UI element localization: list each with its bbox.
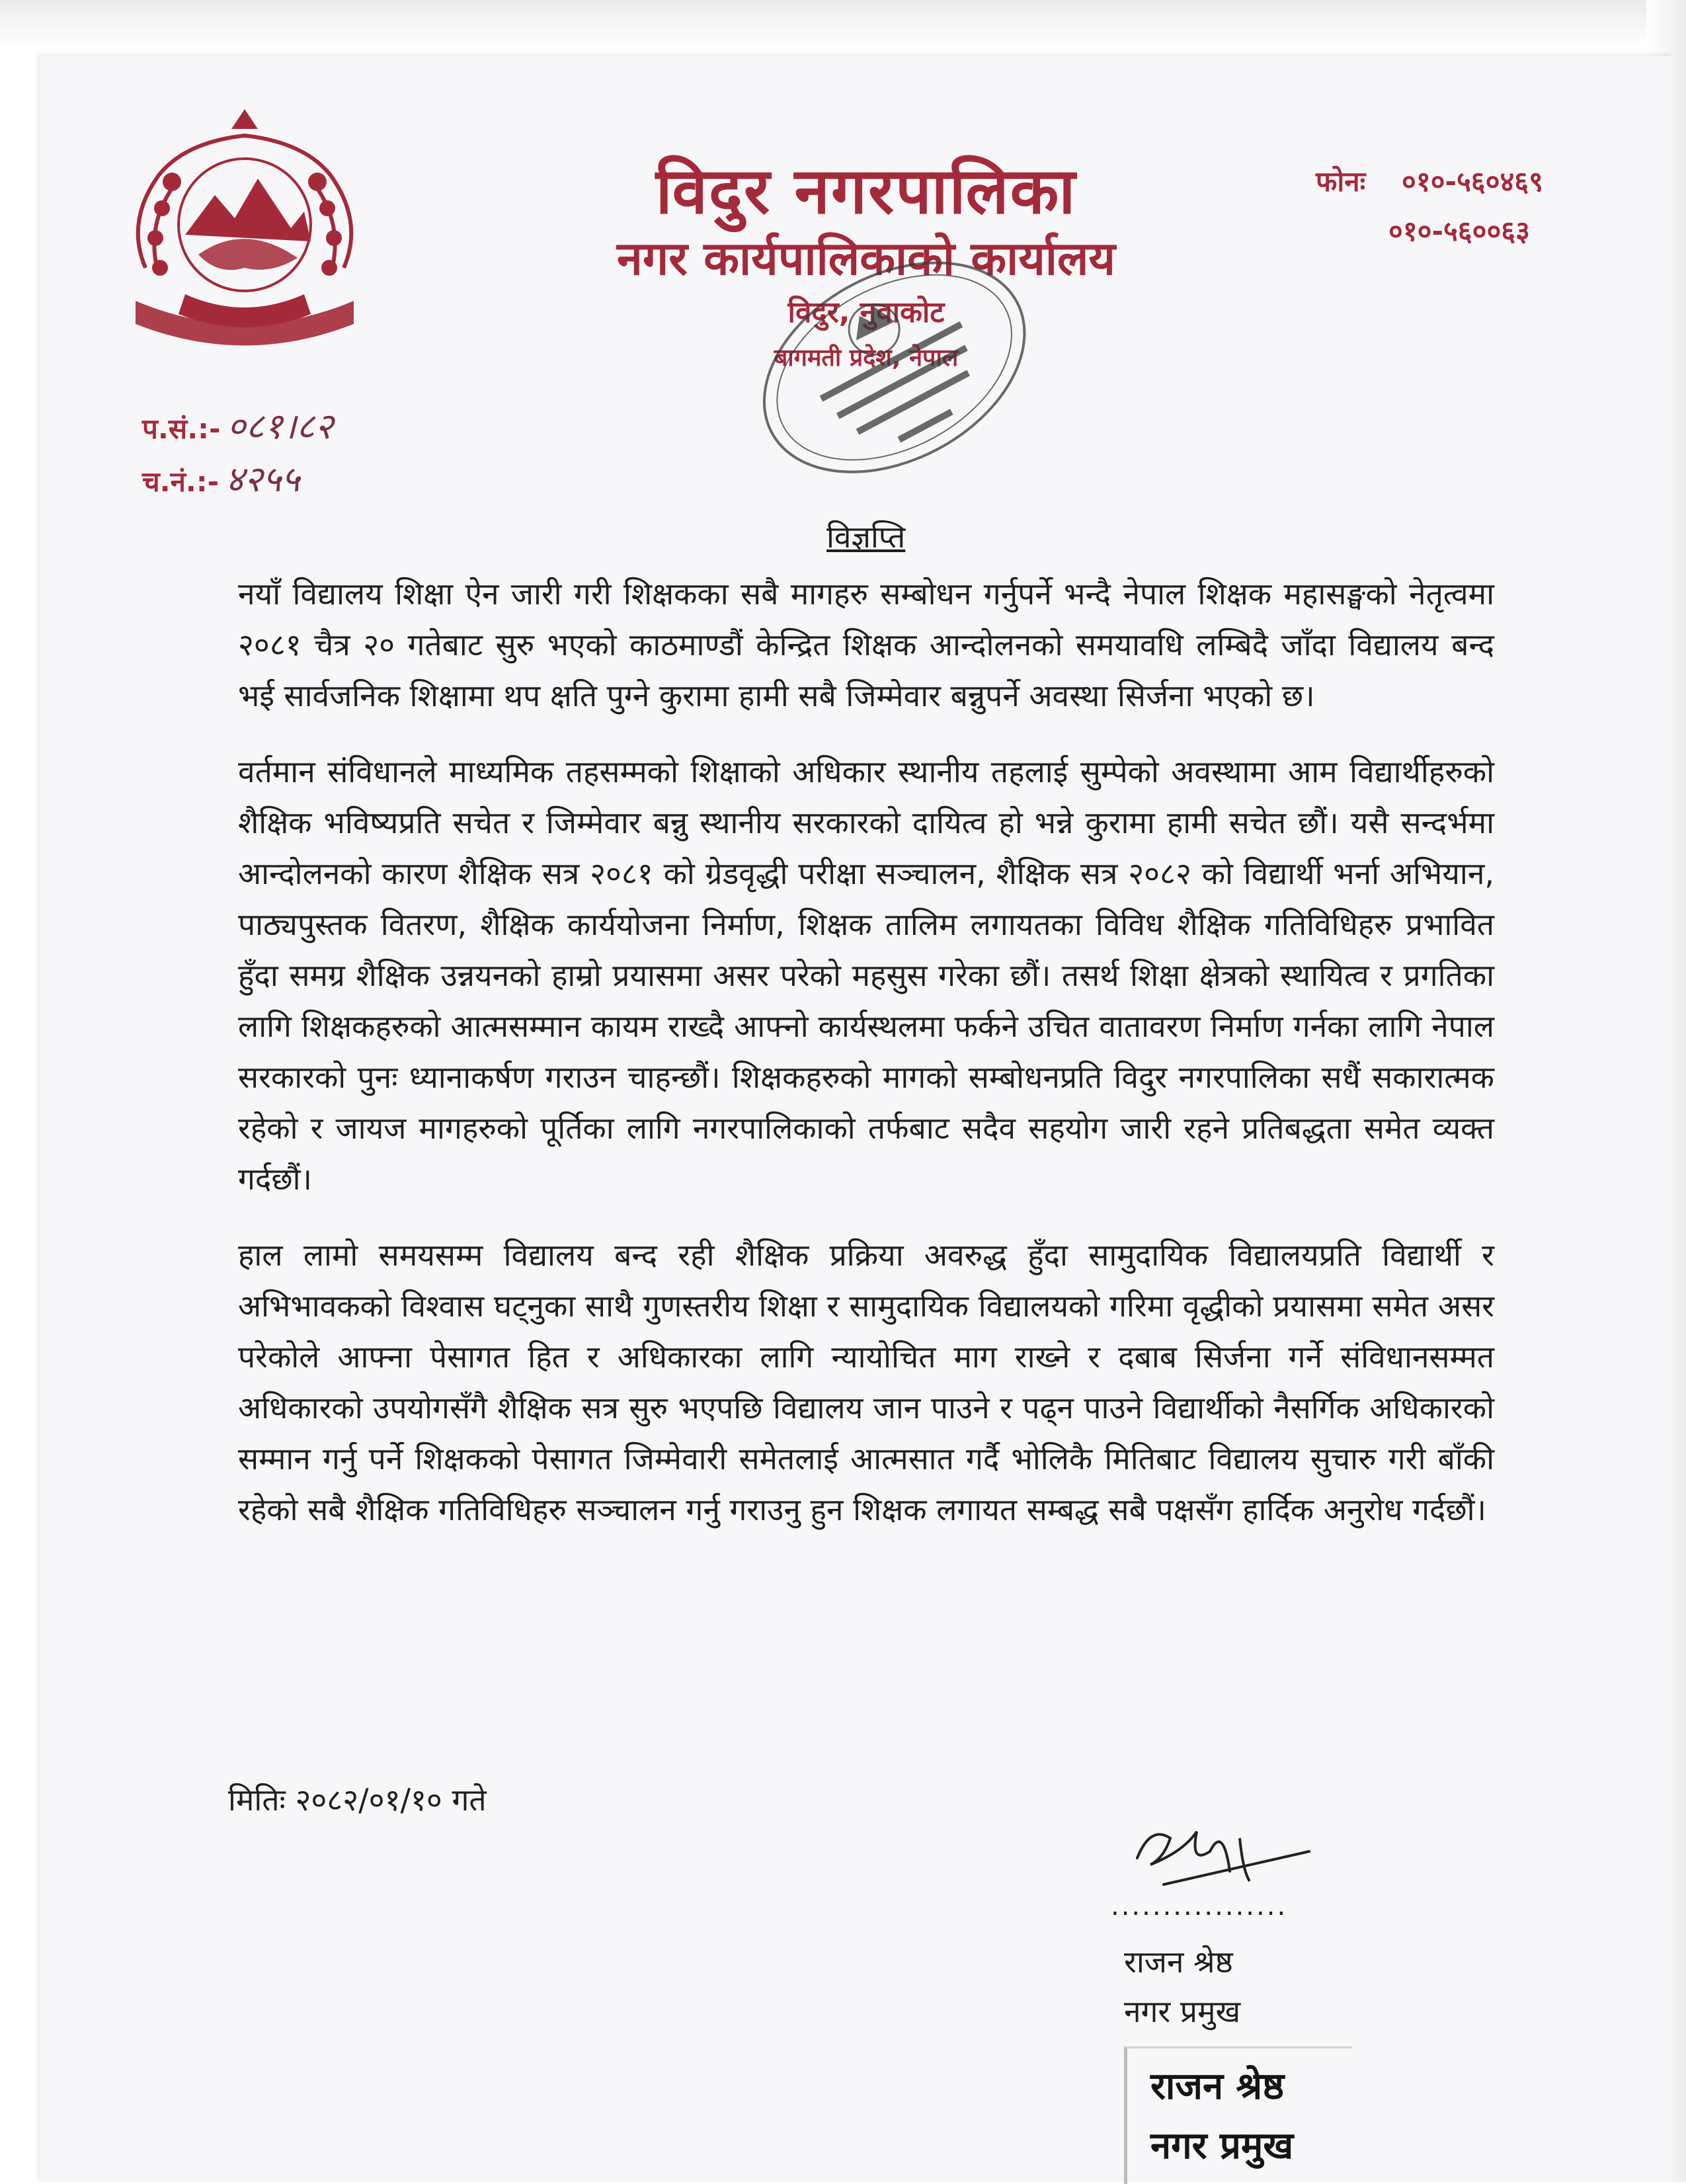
ps-reference: [142, 400, 333, 449]
notice-body: [238, 569, 1494, 1560]
signature-dots: .................: [1111, 1891, 1288, 1921]
municipality-title: विदुर नगरपालिका: [655, 154, 1077, 228]
nepal-emblem-icon: [99, 102, 390, 367]
address-line-1: विदुर, नुवाकोट: [787, 296, 945, 329]
paragraph-2: वर्तमान संविधानले माध्यमिक तहसम्मको शिक्षाको अधिकार स्थानीय तहलाई सुम्पेको अवस्थामा आम विद्यार्थीहरुको शैक्षिक भविष्यप्रति सचेत र जिम्मेवार बन्नु स्थानीय सरकारको दायित्व हो भन्ने कुरामा हामी सचेत छौं। यसै सन्दर्भमा आन्दोलनको कारण शैक्षिक सत्र २०८१ को ग्रेडवृद्धी परीक्षा सञ्चालन, शैक्षिक सत्र २०८२ को विद्यार्थी भर्ना अभियान, पाठ्यपुस्तक वितरण, शैक्षिक कार्ययोजना निर्माण, शिक्षक तालिम लगायतका विविध शैक्षिक गतिविधिहरु प्रभावित हुँदा समग्र शैक्षिक उन्नयनको हाम्रो प्रयासमा असर परेको महसुस गरेका छौं। तसर्थ शिक्षा क्षेत्रको स्थायित्व र प्रगतिका लागि शिक्षकहरुको आत्मसम्मान कायम राख्दै आफ्नो कार्यस्थलमा फर्कने उचित वातावरण निर्माण गर्नका लागि नेपाल सरकारको पुनः ध्यानाकर्षण गराउन चाहन्छौं। शिक्षकहरुको मागको सम्बोधनप्रति विदुर नगरपालिका सधैं सकारात्मक रहेको र जायज मागहरुको पूर्तिका लागि नगरपालिकाको तर्फबाट सदैव सहयोग जारी रहने प्रतिबद्धता समेत व्यक्त गर्दछौं।: [238, 754, 1494, 1197]
notice-subject: विज्ञप्ति: [826, 519, 906, 555]
phone-number-2: ०१०-५६००६३: [1388, 215, 1530, 247]
notice-date: मितिः २०८२/०१/१० गते: [228, 1782, 487, 1818]
paragraph-3: हाल लामो समयसम्म विद्यालय बन्द रही शैक्षिक प्रक्रिया अवरुद्ध हुँदा सामुदायिक विद्यालयप्रति विद्यार्थी र अभिभावकको विश्वास घट्नुका साथै गुणस्तरीय शिक्षा र सामुदायिक विद्यालयको गरिमा वृद्धीको प्रयासमा समेत असर परेकोले आफ्ना पेसागत हित र अधिकारका लागि न्यायोचित माग राख्ने र दबाब सिर्जना गर्ने संविधानसम्मत अधिकारको उपयोगसँगै शैक्षिक सत्र सुरु भएपछि विद्यालय जान पाउने र पढ्न पाउने विद्यार्थीको नैसर्गिक अधिकारको सम्मान गर्नु पर्ने शिक्षकको पेसागत जिम्मेवारी समेतलाई आत्मसात गर्दै भोलिकै मितिबाट विद्यालय सुचारु गरी बाँकी रहेको सबै शैक्षिक गतिविधिहरु सञ्चालन गर्नु गराउनु हुन शिक्षक लगायत सम्बद्ध सबै पक्षसँग हार्दिक अनुरोध गर्दछौं।: [238, 1237, 1494, 1527]
paragraph-1: नयाँ विद्यालय शिक्षा ऐन जारी गरी शिक्षकका सबै मागहरु सम्बोधन गर्नुपर्ने भन्दै नेपाल शिक्षक महासङ्घको नेतृत्वमा २०८१ चैत्र २० गतेबाट सुरु भएको काठमाण्डौं केन्द्रित शिक्षक आन्दोलनको समयावधि लम्बिदै जाँदा विद्यालय बन्द भई सार्वजनिक शिक्षामा थप क्षति पुग्ने कुरामा हामी सबै जिम्मेवार बन्नुपर्ने अवस्था सिर्जना भएको छ।: [238, 576, 1494, 713]
ps-label: प.सं.:-: [142, 413, 221, 445]
address-line-2: बागमती प्रदेश, नेपाल: [774, 344, 959, 372]
ps-value: ०८१।८२: [227, 405, 334, 447]
signatory-name: राजन श्रेष्ठ: [1124, 1944, 1233, 1980]
cn-value: ४२५५: [225, 458, 300, 500]
cn-label: च.नं.:-: [142, 465, 220, 498]
seal-name: राजन श्रेष्ठ: [1150, 2065, 1285, 2108]
phone-number-1: ०१०-५६०४६९: [1402, 165, 1543, 198]
seal-title: नगर प्रमुख: [1150, 2124, 1294, 2167]
scan-edge-top: [0, 0, 1686, 46]
office-title: नगर कार्यपालिकाको कार्यालय: [616, 231, 1116, 286]
phone-label: फोनः: [1316, 165, 1366, 198]
cn-reference: [142, 453, 300, 502]
signatory-title: नगर प्रमुख: [1124, 1994, 1241, 2029]
office-stamp-icon: [724, 251, 1068, 489]
